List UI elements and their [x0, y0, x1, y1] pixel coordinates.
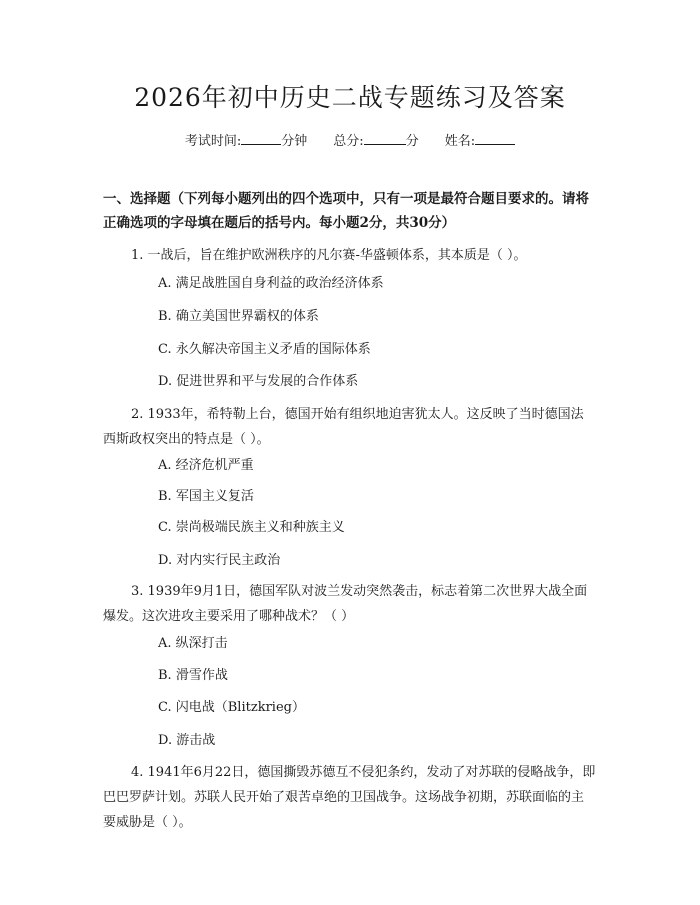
exam-meta-line — [0, 131, 700, 152]
score-unit: 分 — [405, 134, 419, 149]
question-3-stem: 3. 1939年9月1日，德国军队对波兰发动突然袭击，标志着第二次世界大战全面爆发。这次进攻主要采用了哪种战术？（ ） — [103, 584, 588, 624]
question-3-option-d: D. 游击战 — [158, 733, 216, 748]
time-label: 考试时间: — [184, 134, 242, 149]
question-1-option-a: A. 满足战胜国自身利益的政治经济体系 — [158, 276, 384, 291]
question-2-option-d: D. 对内实行民主政治 — [158, 553, 281, 568]
name-blank[interactable] — [475, 131, 515, 145]
page-title: 2026年初中历史二战专题练习及答案 — [134, 83, 566, 112]
question-2-option-b: B. 军国主义复活 — [158, 489, 254, 504]
question-1-option-c: C. 永久解决帝国主义矛盾的国际体系 — [158, 342, 371, 357]
question-2-option-c: C. 崇尚极端民族主义和种族主义 — [158, 520, 345, 535]
question-1-stem: 1. 一战后，旨在维护欧洲秩序的凡尔赛-华盛顿体系，其本质是（ ）。 — [131, 248, 527, 263]
question-1-option-b: B. 确立美国世界霸权的体系 — [158, 309, 319, 324]
question-4-stem: 4. 1941年6月22日，德国撕毁苏德互不侵犯条约，发动了对苏联的侵略战争，即巴巴罗萨计划。苏联人民开始了艰苦卓绝的卫国战争。这场战争初期，苏联面临的主要威胁是（ ）。 — [103, 765, 596, 830]
question-1-option-d: D. 促进世界和平与发展的合作体系 — [158, 374, 359, 389]
question-3-option-b: B. 滑雪作战 — [158, 668, 228, 683]
question-2-option-a: A. 经济危机严重 — [158, 458, 254, 473]
question-3-option-a: A. 纵深打击 — [158, 636, 228, 651]
name-label: 姓名: — [444, 134, 476, 149]
time-blank[interactable] — [241, 131, 281, 145]
section-heading: 一、选择题（下列每小题列出的四个选项中，只有一项是最符合题目要求的。请将正确选项的字母填在题后的括号内。每小题2分，共30分） — [103, 191, 589, 231]
question-3-option-c: C. 闪电战（Blitzkrieg） — [158, 700, 305, 715]
time-unit: 分钟 — [281, 134, 308, 149]
question-2-stem: 2. 1933年，希特勒上台，德国开始有组织地迫害犹太人。这反映了当时德国法西斯政权突出的特点是（ ）。 — [103, 407, 584, 447]
score-label: 总分: — [333, 134, 364, 149]
score-blank[interactable] — [364, 131, 406, 145]
